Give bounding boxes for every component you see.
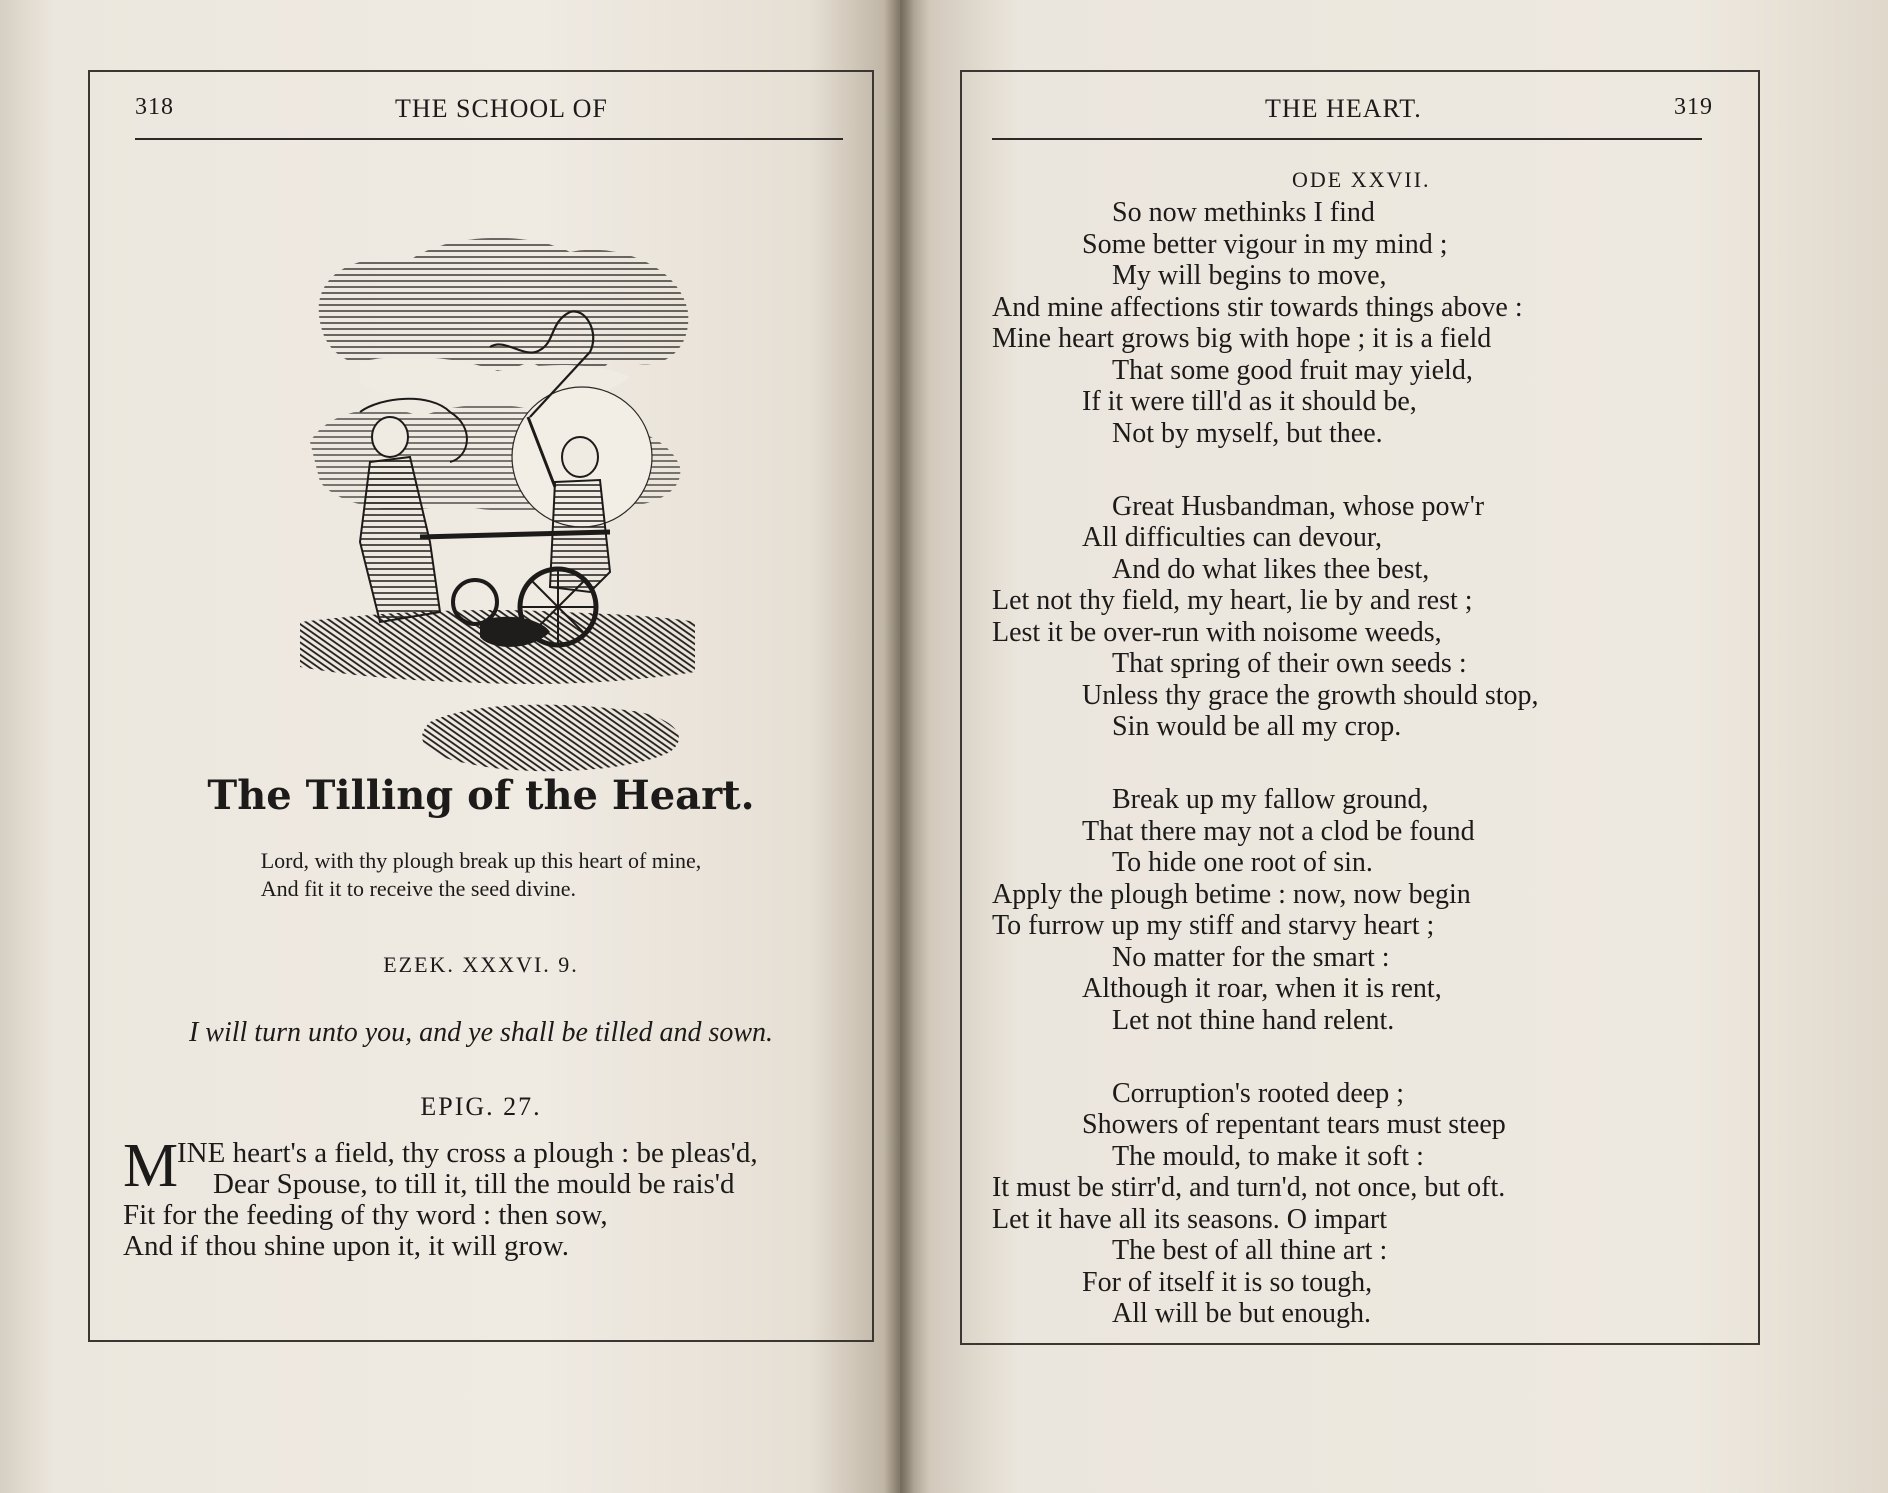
ode-heading: ODE XXVII. — [1292, 167, 1431, 192]
epigram-line: INE heart's a field, thy cross a plough : be pleas'd, — [177, 1137, 758, 1169]
ode-line: That there may not a clod be found — [1082, 815, 1475, 847]
book-gutter — [884, 0, 914, 1493]
ode-line: No matter for the smart : — [1112, 941, 1390, 973]
ode-line: The mould, to make it soft : — [1112, 1140, 1424, 1172]
ode-line: Apply the plough betime : now, now begin — [992, 878, 1471, 910]
ode-line: The best of all thine art : — [1112, 1235, 1388, 1266]
ode-line: Some better vigour in my mind ; — [1082, 228, 1448, 260]
right-running-head: THE HEART. — [1265, 94, 1422, 123]
ode-line: Sin would be all my crop. — [1112, 711, 1402, 742]
ode-line: Break up my fallow ground, — [1112, 784, 1429, 815]
ploughing-engraving — [300, 212, 700, 792]
left-running-head: THE SCHOOL OF — [395, 94, 608, 123]
ode-line: Lest it be over-run with noisome weeds, — [992, 616, 1442, 648]
ode-line: Not by myself, but thee. — [1112, 417, 1383, 449]
plate-motto — [90, 847, 872, 903]
ode-line: For of itself it is so tough, — [1082, 1266, 1373, 1298]
ode-line: Unless thy grace the growth should stop, — [1082, 679, 1539, 711]
ode-line: My will begins to move, — [1112, 260, 1387, 291]
motto-line: And fit it to receive the seed divine. — [260, 876, 576, 901]
ode-line: And mine affections stir towards things above : — [992, 291, 1523, 323]
ode-line: Let not thine hand relent. — [1112, 1004, 1395, 1036]
motto-line: Lord, with thy plough break up this heart of mine, — [260, 848, 702, 873]
drop-cap: M — [123, 1132, 179, 1200]
left-head-rule — [135, 138, 843, 140]
ode-line: Mine heart grows big with hope ; it is a field — [992, 323, 1492, 354]
scripture-quote: I will turn unto you, and ye shall be tilled and sown. — [188, 1017, 774, 1048]
ode-line: Showers of repentant tears must steep — [1082, 1109, 1506, 1140]
ode-line: Although it roar, when it is rent, — [1082, 973, 1442, 1004]
ode-line: All will be but enough. — [1112, 1298, 1371, 1329]
left-page-number: 318 — [135, 94, 174, 120]
ode-line: To furrow up my stiff and starvy heart ; — [992, 910, 1435, 941]
ode-line: Let not thy field, my heart, lie by and rest ; — [992, 585, 1473, 616]
left-page-frame — [88, 70, 874, 1342]
right-page-number: 319 — [1674, 94, 1713, 120]
ode-line: Let it have all its seasons. O impart — [992, 1203, 1388, 1235]
ode-line: All difficulties can devour, — [1082, 522, 1383, 553]
ode-line: Corruption's rooted deep ; — [1112, 1077, 1404, 1109]
ode-line: Great Husbandman, whose pow'r — [1112, 490, 1485, 522]
scripture-reference: EZEK. XXXVI. 9. — [383, 952, 579, 977]
ode-line: That spring of their own seeds : — [1112, 648, 1467, 679]
ode-line: If it were till'd as it should be, — [1082, 386, 1417, 417]
plate-title: The Tilling of the Heart. — [207, 772, 755, 819]
ode-line: To hide one root of sin. — [1112, 847, 1373, 878]
epigram-line: And if thou shine upon it, it will grow. — [123, 1230, 569, 1262]
ode-line: So now methinks I find — [1112, 197, 1375, 228]
ode-line: And do what likes thee best, — [1112, 553, 1430, 585]
right-head-rule — [992, 138, 1702, 140]
epigram-line: Dear Spouse, to till it, till the mould be rais'd — [213, 1168, 735, 1200]
epigram-heading: EPIG. 27. — [420, 1092, 542, 1121]
ode-text — [992, 197, 1712, 1329]
right-page-frame — [960, 70, 1760, 1345]
ode-line: It must be stirr'd, and turn'd, not once, but oft. — [992, 1172, 1506, 1203]
ode-line: That some good fruit may yield, — [1112, 354, 1473, 386]
epigram-line: Fit for the feeding of thy word : then sow, — [123, 1199, 608, 1231]
